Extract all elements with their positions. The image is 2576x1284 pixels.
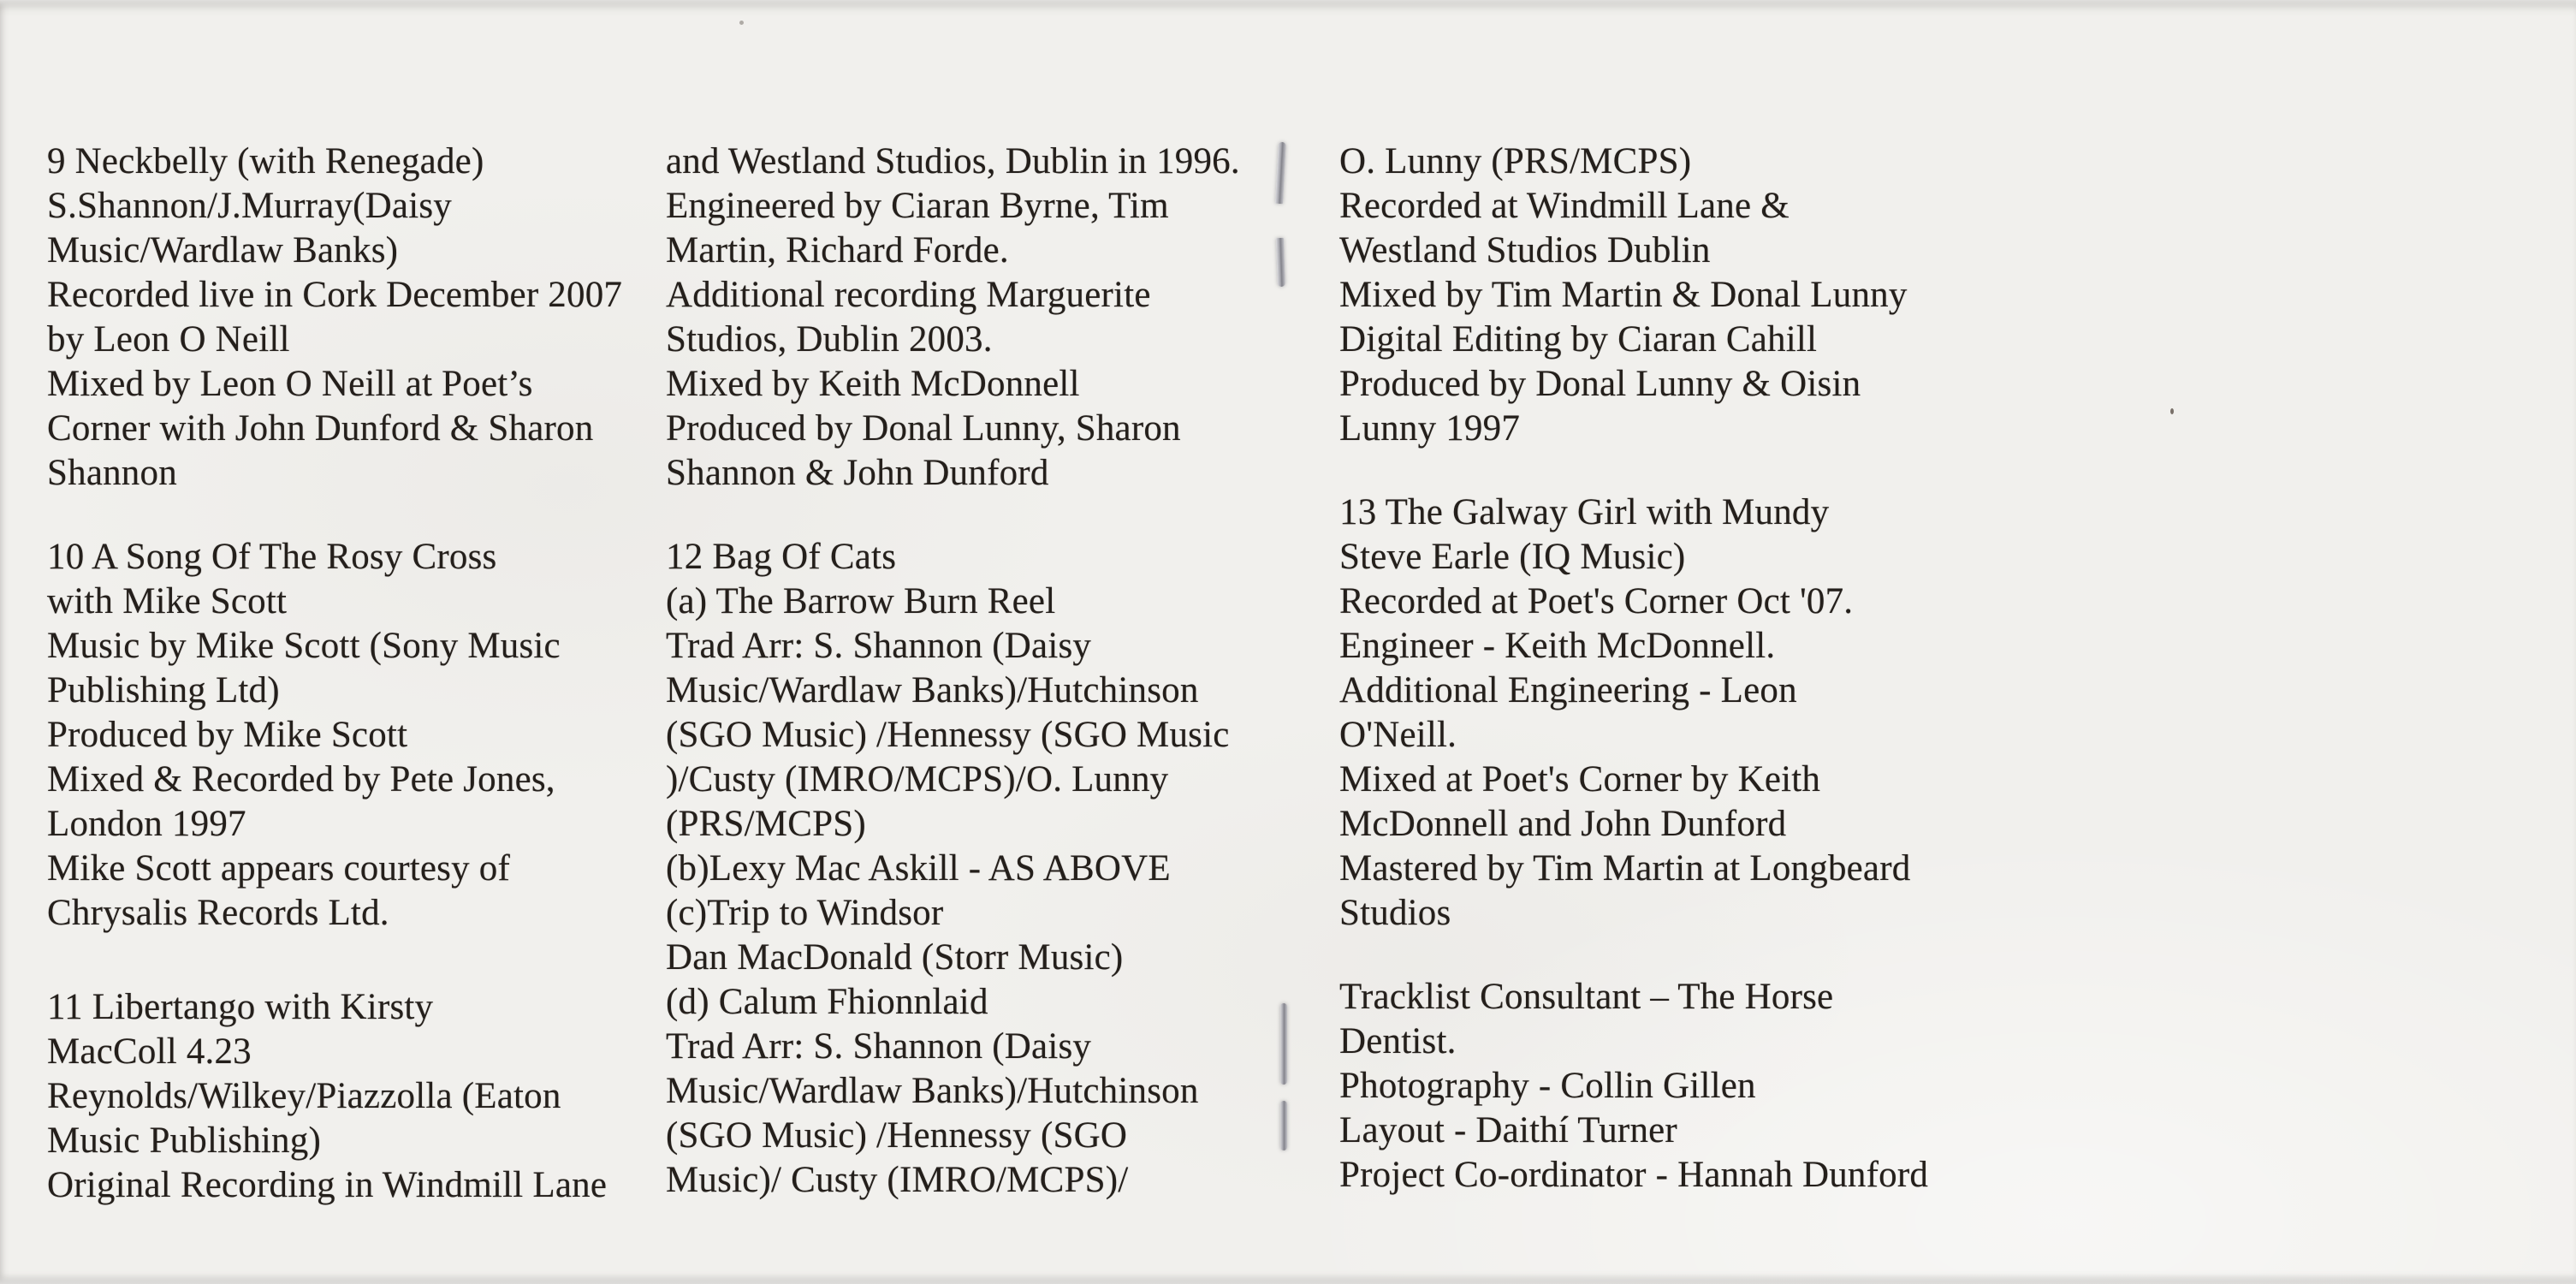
- text-line: Music/Wardlaw Banks)/Hutchinson: [666, 670, 1199, 710]
- text-line: by Leon O Neill: [47, 319, 290, 360]
- text-line: Lunny 1997: [1339, 408, 1521, 449]
- text-line: Dan MacDonald (Storr Music): [666, 937, 1124, 978]
- right-text-block: [1339, 140, 1964, 451]
- text-line: 9 Neckbelly (with Renegade): [47, 141, 484, 181]
- text-line: Music)/ Custy (IMRO/MCPS)/: [666, 1160, 1129, 1200]
- left-text-block: [47, 535, 638, 936]
- text-line: O. Lunny (PRS/MCPS): [1339, 141, 1692, 181]
- text-line: (b)Lexy Mac Askill - AS ABOVE: [666, 848, 1171, 889]
- text-line: Layout - Daithí Turner: [1339, 1110, 1677, 1150]
- text-line: Mixed & Recorded by Pete Jones,: [47, 759, 555, 800]
- text-line: Digital Editing by Ciaran Cahill: [1339, 319, 1818, 360]
- text-line: Produced by Donal Lunny & Oisin: [1339, 364, 1861, 404]
- column-left: [47, 140, 638, 1208]
- text-line: Mastered by Tim Martin at Longbeard: [1339, 848, 1911, 889]
- text-line: Dentist.: [1339, 1021, 1457, 1061]
- text-line: Steve Earle (IQ Music): [1339, 537, 1686, 577]
- text-line: Produced by Mike Scott: [47, 715, 408, 755]
- text-line: Photography - Collin Gillen: [1339, 1066, 1756, 1106]
- text-line: Recorded at Poet's Corner Oct '07.: [1339, 581, 1854, 621]
- text-line: 13 The Galway Girl with Mundy: [1339, 492, 1830, 532]
- column-right: [1339, 140, 1964, 1198]
- text-line: Engineered by Ciaran Byrne, Tim: [666, 186, 1169, 226]
- text-line: Corner with John Dunford & Sharon: [47, 408, 594, 449]
- text-line: Engineer - Keith McDonnell.: [1339, 626, 1776, 666]
- text-line: Trad Arr: S. Shannon (Daisy: [666, 626, 1092, 666]
- staple-top-icon: [1275, 142, 1291, 288]
- text-line: O'Neill.: [1339, 715, 1457, 755]
- text-line: Trad Arr: S. Shannon (Daisy: [666, 1026, 1092, 1067]
- text-line: Project Co-ordinator - Hannah Dunford: [1339, 1155, 1929, 1195]
- text-line: Studios: [1339, 893, 1451, 933]
- text-line: Reynolds/Wilkey/Piazzolla (Eaton: [47, 1076, 561, 1116]
- text-line: Shannon & John Dunford: [666, 453, 1049, 493]
- text-line: Mixed by Keith McDonnell: [666, 364, 1080, 404]
- text-line: Westland Studios Dublin: [1339, 230, 1711, 270]
- staple-leg: [1280, 1003, 1287, 1085]
- text-line: 11 Libertango with Kirsty: [47, 987, 434, 1027]
- text-line: 12 Bag Of Cats: [666, 537, 897, 577]
- middle-text-block: [666, 140, 1256, 496]
- text-line: London 1997: [47, 804, 246, 844]
- text-line: Music by Mike Scott (Sony Music: [47, 626, 561, 666]
- text-line: McDonnell and John Dunford: [1339, 804, 1787, 844]
- paper-speck: [2170, 408, 2174, 414]
- text-line: (SGO Music) /Hennessy (SGO: [666, 1115, 1128, 1156]
- text-line: Mixed at Poet's Corner by Keith: [1339, 759, 1821, 800]
- text-line: (c)Trip to Windsor: [666, 893, 944, 933]
- text-line: Recorded at Windmill Lane &: [1339, 186, 1790, 226]
- left-text-block: [47, 140, 638, 496]
- text-line: S.Shannon/J.Murray(Daisy: [47, 186, 452, 226]
- column-middle: [666, 140, 1256, 1203]
- staple-leg: [1280, 1101, 1287, 1150]
- text-line: MacColl 4.23: [47, 1031, 252, 1072]
- text-line: with Mike Scott: [47, 581, 288, 621]
- text-line: (a) The Barrow Burn Reel: [666, 581, 1056, 621]
- text-line: Tracklist Consultant – The Horse: [1339, 977, 1834, 1017]
- text-line: Produced by Donal Lunny, Sharon: [666, 408, 1181, 449]
- right-text-block: [1339, 490, 1964, 936]
- text-line: Additional Engineering - Leon: [1339, 670, 1797, 710]
- text-line: (d) Calum Fhionnlaid: [666, 982, 988, 1022]
- staple-bottom-icon: [1279, 1003, 1291, 1150]
- text-line: Original Recording in Windmill Lane: [47, 1165, 608, 1205]
- text-line: Martin, Richard Forde.: [666, 230, 1009, 270]
- text-line: Additional recording Marguerite: [666, 275, 1151, 315]
- text-line: (PRS/MCPS): [666, 804, 866, 844]
- text-line: )/Custy (IMRO/MCPS)/O. Lunny: [666, 759, 1169, 800]
- paper-speck: [739, 21, 744, 25]
- text-line: 10 A Song Of The Rosy Cross: [47, 537, 497, 577]
- text-line: Publishing Ltd): [47, 670, 280, 710]
- text-line: Shannon: [47, 453, 177, 493]
- text-line: (SGO Music) /Hennessy (SGO Music: [666, 715, 1230, 755]
- middle-text-block: [666, 535, 1256, 1203]
- text-line: Chrysalis Records Ltd.: [47, 893, 389, 933]
- right-text-block: [1339, 975, 1964, 1198]
- text-line: Studios, Dublin 2003.: [666, 319, 993, 360]
- text-line: and Westland Studios, Dublin in 1996.: [666, 141, 1240, 181]
- text-line: Mixed by Tim Martin & Donal Lunny: [1339, 275, 1908, 315]
- text-line: Mike Scott appears courtesy of: [47, 848, 510, 889]
- left-text-block: [47, 985, 638, 1208]
- text-line: Mixed by Leon O Neill at Poet’s: [47, 364, 533, 404]
- text-line: Music/Wardlaw Banks): [47, 230, 399, 270]
- staple-leg: [1275, 142, 1286, 204]
- text-line: Music Publishing): [47, 1121, 321, 1161]
- text-line: Music/Wardlaw Banks)/Hutchinson: [666, 1071, 1199, 1111]
- staple-leg: [1276, 238, 1285, 287]
- text-line: Recorded live in Cork December 2007: [47, 275, 623, 315]
